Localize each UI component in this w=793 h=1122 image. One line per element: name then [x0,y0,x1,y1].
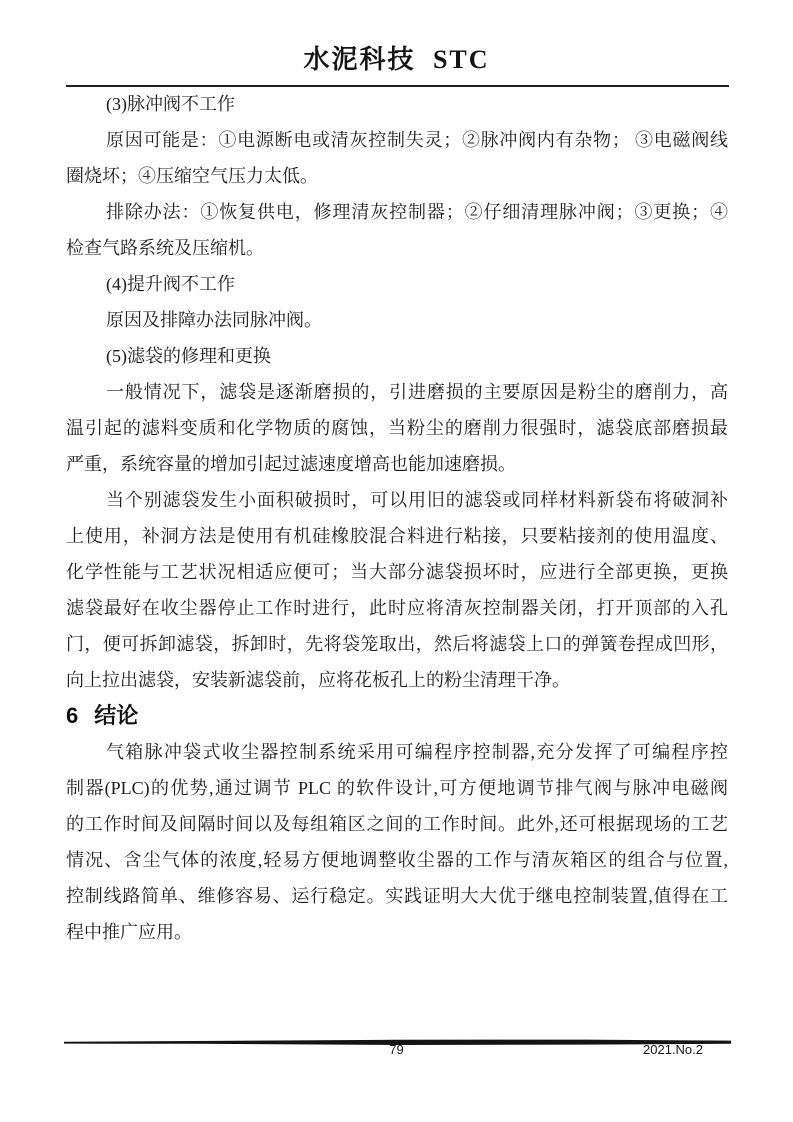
text-line: 一般情况下，滤袋是逐渐磨损的，引进磨损的主要原因是粉尘的磨削力，高 [106,382,728,402]
section-number: 6 [66,703,79,728]
text-line: 当个别滤袋发生小面积破损时，可以用旧的滤袋或同样材料新袋布将破洞补 [106,490,728,510]
text-line: 情况、含尘气体的浓度,轻易方便地调整收尘器的工作与清灰箱区的组合与位置, [66,850,728,870]
text-line: 上使用，补洞方法是使用有机硅橡胶混合料进行粘接，只要粘接剂的使用温度、 [66,526,728,546]
text-line: 的工作时间及间隔时间以及每组箱区之间的工作时间。此外,还可根据现场的工艺 [66,814,728,834]
text-line: 原因可能是：①电源断电或清灰控制失灵；②脉冲阀内有杂物； ③电磁阀线 [106,130,728,150]
text-line: 检查气路系统及压缩机。 [66,238,264,258]
page-number: 79 [389,1042,404,1057]
text-line: 制器(PLC)的优势,通过调节 PLC 的软件设计,可方便地调节排气阀与脉冲电磁阀 [66,778,728,798]
text-line: 圈烧坏；④压缩空气压力太低。 [66,166,318,186]
text-line: (3)脉冲阀不工作 [106,94,235,114]
text-line: (4)提升阀不工作 [106,274,235,294]
text-line: 排除办法：①恢复供电，修理清灰控制器；②仔细清理脉冲阀；③更换；④ [106,202,728,222]
text-line: 原因及排障办法同脉冲阀。 [106,310,322,330]
text-line: 滤袋最好在收尘器停止工作时进行，此时应将清灰控制器关闭，打开顶部的入孔 [66,598,728,618]
text-line: 程中推广应用。 [66,922,192,942]
text-line: 温引起的滤料变质和化学物质的腐蚀，当粉尘的磨削力很强时，滤袋底部磨损最 [66,418,728,438]
text-line: 化学性能与工艺状况相适应便可；当大部分滤袋损坏时，应进行全部更换，更换 [66,562,728,582]
section-heading [66,698,728,734]
article-body [66,86,728,950]
text-line: 气箱脉冲袋式收尘器控制系统采用可编程序控制器,充分发挥了可编程序控 [106,742,728,762]
text-line: 严重，系统容量的增加引起过滤速度增高也能加速磨损。 [66,454,516,474]
issue-label: 2021.No.2 [643,1042,703,1057]
text-line: 向上拉出滤袋，安装新滤袋前，应将花板孔上的粉尘清理干净。 [66,670,570,690]
text-line: (5)滤袋的修理和更换 [106,346,271,366]
journal-title: 水泥科技 STC [303,45,490,74]
text-line: 门，便可拆卸滤袋，拆卸时，先将袋笼取出，然后将滤袋上口的弹簧卷捏成凹形， [66,634,728,654]
section-title: 结论 [94,703,139,728]
text-line: 控制线路简单、维修容易、运行稳定。实践证明大大优于继电控制装置,值得在工 [66,886,728,906]
footer-rule [64,1034,731,1042]
